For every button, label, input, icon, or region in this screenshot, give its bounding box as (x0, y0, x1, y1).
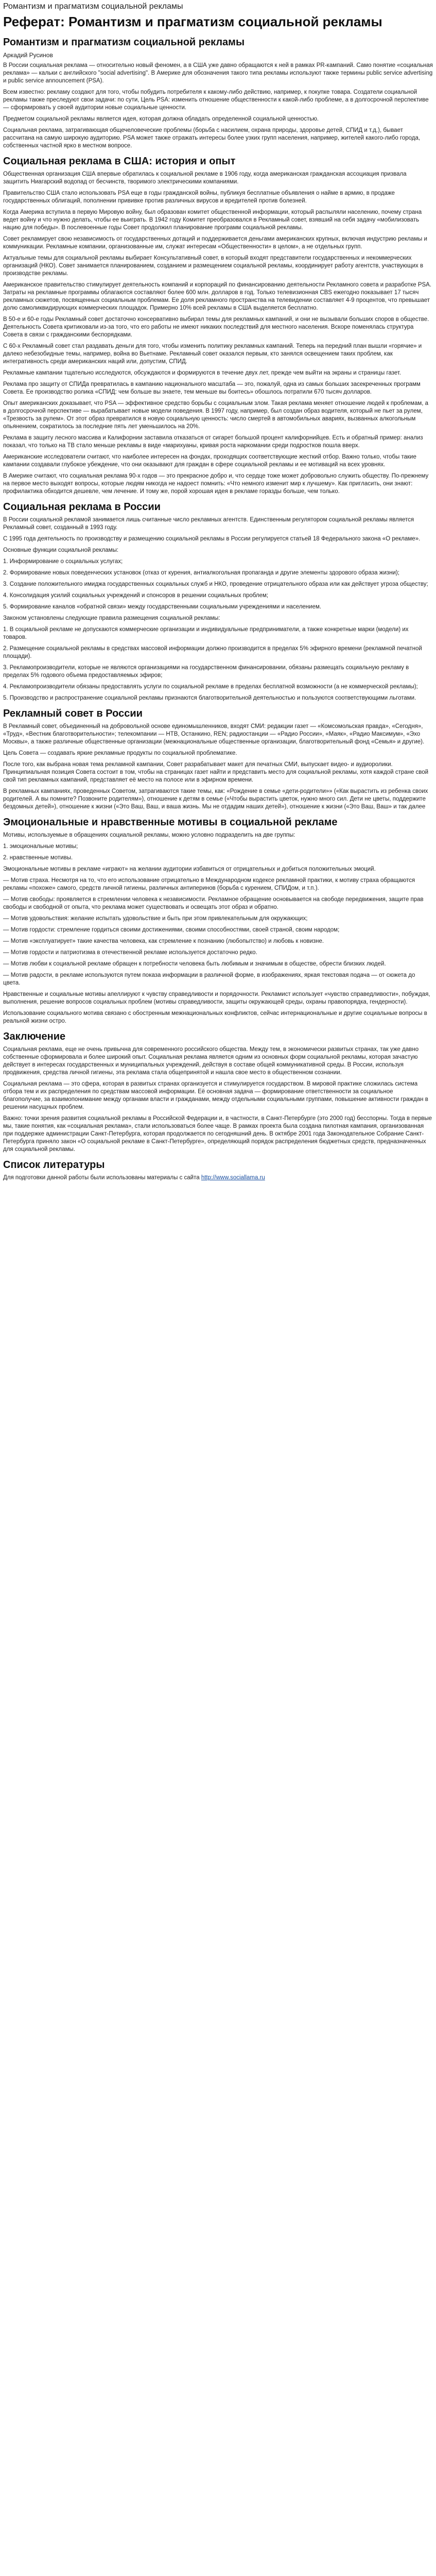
paragraph: После того, как выбрана новая тема рекламной кампании, Совет разрабатывает макет для печатных СМИ, выпускает видео- и аудиоролики. Принципиальная позиция Совета состоит в том, чтобы на страницах газет найти и представить место для социальной рекламы, хотя каждой стране свой свой тип рекламных кампаний, представляет её место на полосе или в эфирном времени. (3, 761, 429, 783)
paragraph: В России социальной рекламой занимается лишь считанные число рекламных агентств. Единственным регулятором социальной рекламы является Рекламный совет, созданный в 1993 году. (3, 517, 414, 531)
paragraph: Мотивы, используемые в обращениях социальной рекламы, можно условно подразделить на две группы: (3, 832, 295, 838)
paragraph: 3. Рекламопроизводители, которые не являются организациями на государственном финансировании, обязаны размещать социальную рекламу в пределах 5% годового объема предоставляемых эфиров; (3, 665, 409, 679)
paragraph: — Мотив гордости и патриотизма в отечественной рекламе используется достаточно редко. (3, 950, 257, 956)
page (0, 0, 436, 1182)
paragraph: Основные функции социальной рекламы: (3, 547, 119, 553)
paragraph: Правительство США стало использовать PSA еще в годы гражданской войны, публикуя бесплатные объявления о найме в армию, в продаже государственных облигаций, пополнении прививке против различных вирусов и вредителей против болезней. (3, 190, 395, 204)
section-5 (3, 1030, 433, 1154)
paragraph: С 1995 года деятельность по производству и размещению социальной рекламы в России регулируется статьей 18 Федерального закона «О рекламе». (3, 536, 421, 542)
author-name: Аркадий Русинов (3, 52, 53, 59)
paragraph: Социальная реклама, еще не очень привычна для современного российского общества. Между тем, в экономически развитых странах, так уже давно собственные сформировала и более широкий опыт. Социальная реклама является одним из основных форм социальной рекламы, которая зачастую действует в интересах государственных и муниципальных учреждений, действуя в составе общей коммуникативной среды. В России, используя продвижения, средства личной гигиены, эта реклама стала общепринятой и нашла свое место в общественном сознании. (3, 1046, 419, 1076)
section-4 (3, 816, 433, 1025)
section-heading: Романтизм и прагматизм социальной рекламы (3, 37, 245, 48)
paragraph: 2. нравственные мотивы. (3, 855, 73, 861)
section-heading: Социальная реклама в России (3, 501, 161, 513)
source-link[interactable]: http://www.sociallama.ru (201, 1175, 265, 1181)
paragraph: Реклама в защиту лесного массива и Калифорнии заставила отказаться от сигарет большой процент калифорнийцев. Есть и обратный пример: анализ показал, что только на ТВ стало меньше рекламы в виде «марихуаны, кривая роста наркомании среди подростков пошла вверх. (3, 435, 423, 449)
paragraph: Предметом социальной рекламы является идея, которая должна обладать определенной социальной ценностью. (3, 116, 319, 122)
paragraph: 2. Размещение социальной рекламы в средствах массовой информации должно производится в пределах 5% эфирного времени (рекламной печатной площади). (3, 646, 422, 659)
paragraph: В рекламных кампаниях, проведенных Советом, затрагиваются такие темы, как: «Рождение в семье «дети-родители»» («Как вырастить из ребенка своих родителей. А вы помните? Позвоните родителям»), отношение к детям в семье («Чтобы вырастить цветок, нужно много сил. Дети не цветы, поддержите бездомных детей»), отношение к жизни («Это Ваш, Ваш, и ваша жизнь. Мы не отдадим наших детей»), отношение к жизни («Это Ваш, Ваш» и так далее (3, 788, 428, 810)
sources-footer (3, 1174, 433, 1182)
paragraph: 1. эмоциональные мотивы; (3, 843, 78, 850)
sources-footer-text: Для подготовки данной работы были использованы материалы с сайта (3, 1175, 201, 1181)
paragraph: Американские исследователи считают, что наиболее интересен на фондах, проходящих соответствующие жесткий отбор. Важно только, чтобы такие кампании создавали глубокое убеждение, что они оказывают для граждан в сфере социальной рекламы и ее мотиваций на всех уровнях. (3, 454, 416, 468)
paragraph: Совет рекламирует свою независимость от государственных дотаций и поддерживается деньгами американских крупных, включая индустрию рекламы и коммуникации. Рекламные компании, организованные им, служат интересам «Общественности» в целом», а не отдельных групп. (3, 236, 427, 250)
section-heading: Заключение (3, 1031, 66, 1042)
document-title: Реферат: Романтизм и прагматизм социальной рекламы (3, 14, 382, 29)
page-heading: Романтизм и прагматизм социальной рекламы (3, 2, 183, 11)
paragraph: 5. Производство и распространение социальной рекламы признаются благотворительной деятельностью и пользуются соответствующими льготами. (3, 695, 416, 701)
paragraph: — Мотив любви к социальной рекламе обращен к потребности человека быть любимым и значимым в обществе, обрести близких людей. (3, 961, 386, 967)
section-2 (3, 501, 433, 702)
paragraph: — Мотив радости, в рекламе используются путем показа информации в различной форме, в изображениях, яркая текстовая подача — от сюжета до цвета. (3, 972, 415, 986)
paragraph: Опыт американских доказывает, что PSA — эффективное средство борьбы с социальным злом. Такая реклама меняет отношение людей к проблемам, а в долгосрочной перспективе — вырабатывает новые модели поведения. В 1997 году, например, был создан образ водителя, который не пьет за рулем, «Трезвость за рулем». От этот образ превратился в новую социальную ценность: число смертей в автомобильных авариях, вызванных алкогольным опьянением, сократилось за последние пять лет уменьшилось на 20%. (3, 400, 429, 430)
paragraph: 1. В социальной рекламе не допускаются коммерческие организации и индивидуальные предприниматели, а также конкретные марки (модели) их товаров. (3, 626, 409, 640)
paragraph: 5. Формирование каналов «обратной связи» между государственными социальными учреждениями и населением. (3, 604, 322, 610)
section-heading: Эмоциональные и нравственные мотивы в социальной рекламе (3, 817, 338, 828)
section-heading: Социальная реклама в США: история и опыт (3, 156, 236, 167)
paragraph: Использование социального мотива связано с обостренным межнациональных конфликтов, сейчас интернациональные и другие социальные вопросы в реальной жизни остро. (3, 1010, 427, 1024)
paragraph: Социальная реклама, затрагивающая общечеловеческие проблемы (борьба с насилием, охрана природы, здоровье детей, СПИД и т.д.), бывает рассчитана на самую широкую аудиторию. PSA может также отражать интересы более узких групп населения, например, жителей какого-либо города, собственных частной ярко в местном вопросе. (3, 127, 421, 149)
paragraph: В Рекламный совет, объединенный на добровольной основе единомышленников, входят СМИ: редакции газет — «Комсомольская правда», «Сегодня», «Труд», «Вестник благотворительности»; телекомпании — НТВ, Останкино, REN; радиостанции — «Радио России», «Маяк», «Радио Максимум», «Эхо Москвы», а также различные общественные организации (межнациональные общественные организации, благотворительный фонд «Семья» и другие). (3, 723, 425, 745)
paragraph: Всем известно: рекламу создают для того, чтобы побудить потребителя к какому-либо действию, например, к покупке товара. Создатели социальной рекламы также преследуют свои задачи: по сути, Цель PSA: изменить отношение общественности к какой-либо проблеме, а в долгосрочной перспективе — сформировать у своей аудитории новые социальные ценности. (3, 89, 429, 111)
paragraph: В Америке считают, что социальная реклама 90-х годов — это прекрасное добро и, что сердце тоже может добровольно служить обществу. По-прежнему на первое место выходят вопросы, которые людям никогда не надоест помнить: «Что немного изменит мир к лучшему». Как пригласить, они знают: профилактика обходится дешевле, чем лечение. И тому же, порой хорошая идея в рекламе горазды больше, чем только. (3, 473, 429, 495)
paragraph: 4. Рекламопроизводители обязаны предоставлять услуги по социальной рекламе в пределах бесплатной возможности (а не коммерческой рекламы); (3, 684, 418, 690)
paragraph: 1. Информирование о социальных услугах; (3, 558, 123, 565)
paragraph: 4. Консолидация усилий социальных учреждений и спонсоров в решении социальных проблем; (3, 592, 269, 599)
section-6 (3, 1159, 433, 1171)
section-heading: Рекламный совет в России (3, 708, 143, 719)
paragraph: С 60-х Рекламный совет стал раздавать деньги для того, чтобы изменить политику рекламных кампаний. Теперь на передний план вышли «горячие» и далеко небезобидные темы, например, война во Вьетнаме. Рекламный совет оказался первым, кто занялся освещением таких проблем, как интегративность среди американских наций или, допустим, СПИД. (3, 343, 422, 365)
paragraph: 2. Формирование новых поведенческих установок (отказ от курения, антиалкогольная пропаганда и другие элементы здорового образа жизни); (3, 570, 399, 576)
paragraph: — Мотив свободы: проявляется в стремлении человека к независимости. Рекламное обращение основывается на свободе передвижения, защите прав свободы и свободной от опыта, что реклама может существовать и освещать этот образ и обратно. (3, 896, 424, 910)
paragraph: Важно: точки зрения развития социальной рекламы в Российской Федерации и, в частности, в Санкт-Петербурге (это 2000 год) бесспорны. Тогда в первые мы, такие понятия, как «социальная реклама», стали использоваться более чаще. В рамках проекта была создана пилотная кампания, организованная при поддержке администрации Санкт-Петербурга, которая продолжается по сегодняшний день. В октябре 2001 года Законодательное Собрание Санкт-Петербурга приняло закон «О социальной рекламе в Санкт-Петербурге», определяющий порядок распределения бюджетных средств, предназначенных для социальной рекламы. (3, 1115, 432, 1153)
paragraph: Рекламные кампании тщательно исследуются, обсуждаются и формируются в течение двух лет, прежде чем выйти на экраны и страницы газет. (3, 370, 402, 376)
paragraph: Социальная реклама — это сфера, которая в развитых странах организуется и стимулируется государством. В мировой практике сложилась система отбора тем и их распределения по средствам массовой информации. Её основная задача — формирование ответственности за социальное благополучие, за взаимопонимание между органами власти и гражданами, между отдельными социальными группами, повышение активности граждан в решении насущных проблем. (3, 1081, 428, 1110)
document-body (3, 36, 433, 1171)
paragraph: Цель Совета — создавать яркие рекламные продукты по социальной проблематике. (3, 750, 237, 756)
paragraph: Американское правительство стимулирует деятельность компаний и корпораций по финансированию деятельности Рекламного совета и разработке PSA. Затраты на рекламные программы облагаются составляют более 600 млн. долларов в год. Только телевизионная СВS ежегодно показывает 17 тысяч рекламных сюжетов, посвященных социальным проблемам. Ее доля рекламного пространства на телевидении составляет 4-9 процентов, что превышает долю самоликвидирующих коммерческих площадок. Примерно 10% всей рекламы в США выделяется бесплатно. (3, 282, 432, 311)
paragraph: — Мотив удовольствия: желание испытать удовольствие и быть при этом привлекательным для окружающих; (3, 916, 308, 922)
paragraph: В России социальная реклама — относительно новый феномен, а в США уже давно обращаются к ней в рамках PR-кампаний. Само понятие «социальная реклама» — кальки с английского "social advertising". В Америке для обозначения такого типа рекламы используют также термины public service advertising и public service announcement (PSA). (3, 62, 433, 84)
section-heading: Список литературы (3, 1159, 105, 1171)
paragraph: Реклама про защиту от СПИДа превратилась в кампанию национального масштаба — это, пожалуй, одна из самых больших засекреченных программ Совета. Ее производство ролика «СПИД: чем больше вы знаете, тем меньше вы боитесь» обошлось потратили 670 тысяч долларов. (3, 381, 421, 395)
paragraph: Актуальные темы для социальной рекламы выбирает Консультативный совет, в который входят представители государственных и некоммерческих организаций (НКО). Совет занимается планированием, созданием и размещением социальной рекламы, координирует работу агентств, участвующих в производстве рекламы. (3, 255, 424, 277)
paragraph: Законом установлены следующие правила размещения социальной рекламы: (3, 615, 220, 621)
paragraph: Когда Америка вступила в первую Мировую войну, был образован комитет общественной информации, который распыляли населению, почему страна ведет войну и что нужно делать, чтобы ее выиграть. В 1942 году Комитет преобразовался в Рекламный совет, взявший на себя задачу «мобилизовать нацию для победы». В послевоенные годы Совет продолжил планирование программ социальной рекламы. (3, 209, 422, 231)
paragraph: В 50-е и 60-е годы Рекламный совет достаточно консервативно выбирал темы для рекламных кампаний, и они не вызывали больших споров в обществе. Деятельность Совета критиковали из-за того, что его работы не имеют никаких последствий для местного населения. Вскоре поменялась структура Совета в связи с гражданскими беспорядками. (3, 316, 429, 338)
paragraph: Эмоциональные мотивы в рекламе «играют» на желании аудитории избавиться от отрицательных и добиться положительных эмоций. (3, 866, 376, 872)
section-1 (3, 155, 433, 496)
paragraph: — Мотив «эксплуатирует» такие качества человека, как стремление к познанию (любопытство) и любовь к новизне. (3, 938, 324, 944)
section-0 (3, 36, 433, 150)
section-3 (3, 707, 433, 811)
paragraph: — Мотив страха. Несмотря на то, что его использование отрицательно в Международном кодексе рекламной практики, к мотиву страха обращаются рекламы «похоже» самого, средств личной гигиены, различных антиперинов (борьба с курением, СПИДом, и т.п.). (3, 877, 415, 891)
paragraph: Нравственные и социальные мотивы апеллируют к чувству справедливости и порядочности. Рекламист использует «чувство справедливости», побуждая, выполнения, решение вопросов социальных проблем (мотивы справедливости, защиты окружающей среды, охраны правопорядка, гендерности). (3, 991, 430, 1005)
paragraph: 3. Создание положительного имиджа государственных социальных служб и НКО, проведение отрицательного образа или как действует угроза обществу; (3, 581, 428, 587)
paragraph: — Мотив гордости: стремление гордиться своими достижениями, своими способностями, своей страной, своим народом; (3, 927, 340, 933)
paragraph: Общественная организация США впервые обратилась к социальной рекламе в 1906 году, когда американская гражданская ассоциация призвала защитить Ниагарский водопад от бесчинств, творимого электрическими компаниями. (3, 171, 407, 185)
